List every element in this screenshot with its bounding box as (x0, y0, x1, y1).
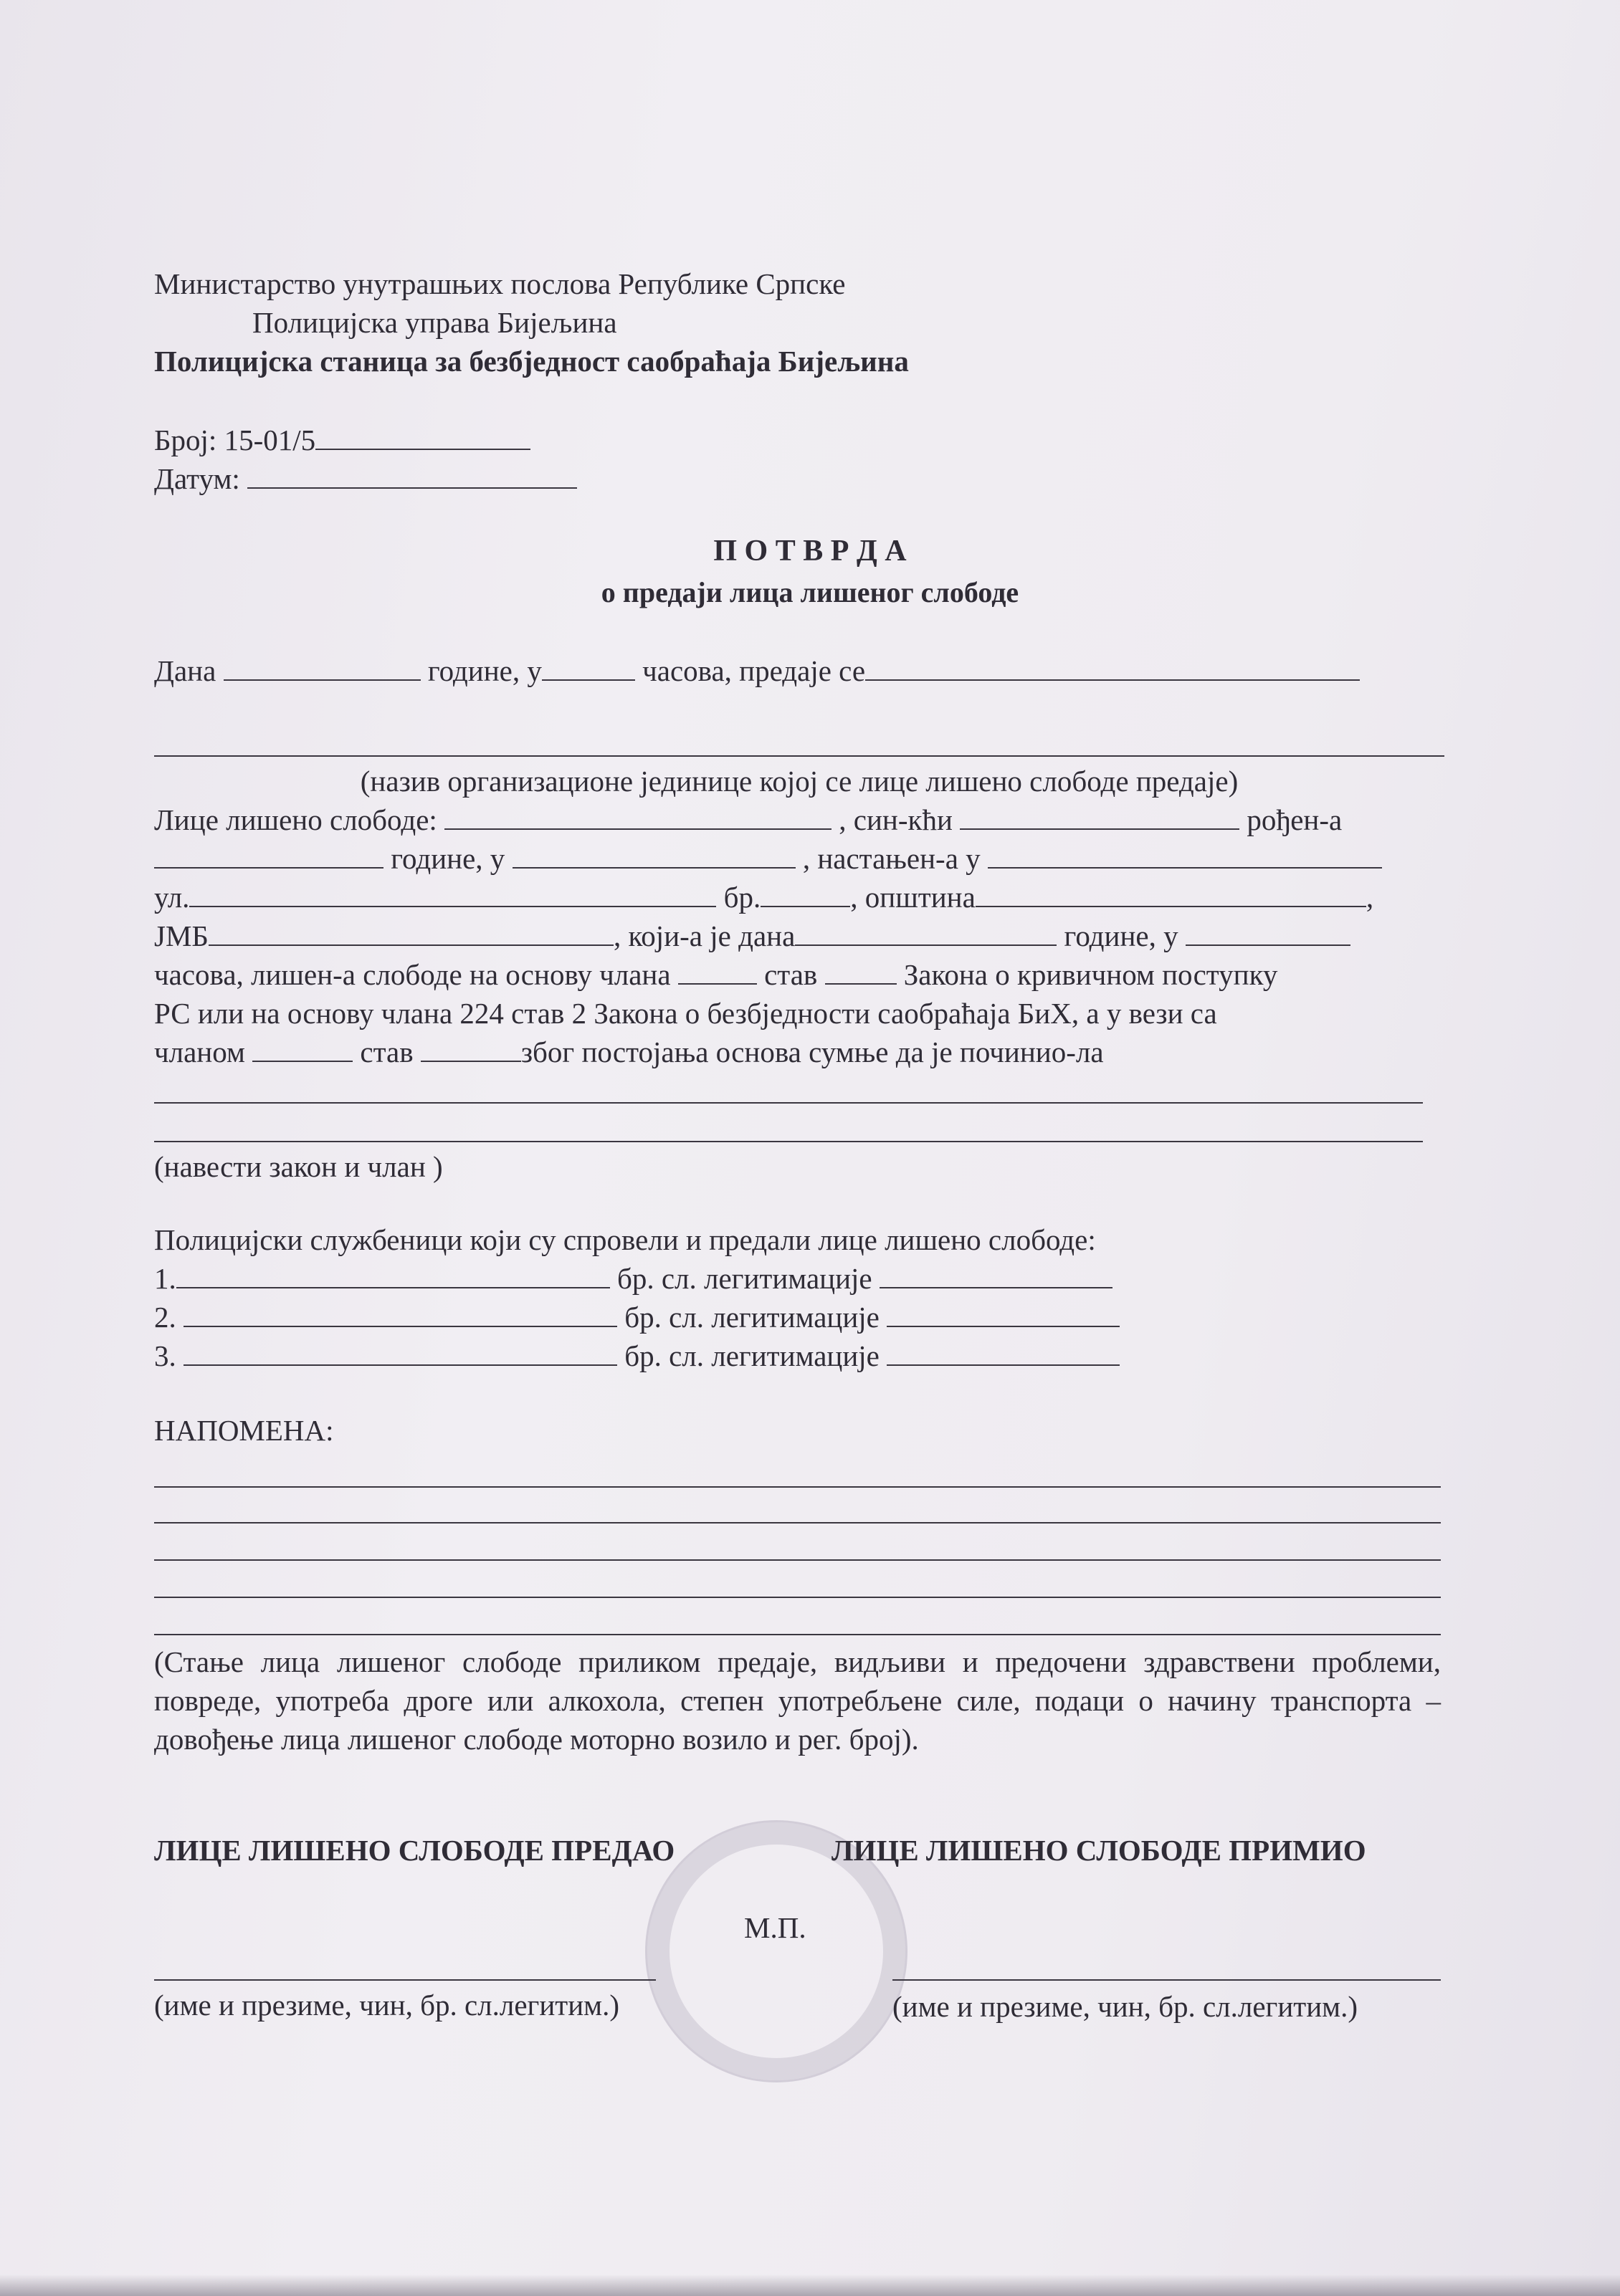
nastanjen-label: , настањен-а у (802, 842, 981, 875)
handed-over-signature-line[interactable] (154, 1979, 656, 1981)
note-heading: НАПОМЕНА: (154, 1414, 334, 1447)
rodjen-label: рођен-а (1247, 803, 1343, 836)
ministry-name: Министарство унутрашњих послова Републике Српске (154, 267, 846, 300)
officer-id-2[interactable] (887, 1301, 1120, 1327)
zbog-label: због постојања основа сумње да је починио-ла (520, 1035, 1104, 1068)
officer-id-label-3: бр. сл. легитимације (624, 1339, 880, 1372)
received-caption: (име и презиме, чин, бр. сл.легитим.) (892, 1990, 1358, 2023)
broj-row (154, 421, 530, 459)
comma: , (1366, 881, 1374, 914)
article-field[interactable] (678, 959, 757, 985)
municipality-field[interactable] (976, 881, 1366, 907)
receipt-row (154, 652, 1360, 689)
ul-label: ул. (154, 881, 190, 914)
note-caption: (Стање лица лишеног слободе приликом предаје, видљиви и предочени здравствени проблеми, повреде, употреба дроге или алкохола, степен употребљене силе, подаци о начину транспорта – довођење лица лишеног слободе моторно возило и рег. број). (154, 1645, 1441, 1756)
person-label: Лице лишено слободе: (154, 803, 437, 836)
officer-row-3 (154, 1337, 1120, 1374)
police-administration: Полицијска управа Бијељина (252, 306, 617, 339)
clanom-label: чланом (154, 1035, 245, 1068)
law-caption: (навести закон и члан ) (154, 1150, 443, 1183)
officers-heading: Полицијски службеници који су спровели и предали лице лишено слободе: (154, 1223, 1096, 1256)
koji-label: , који-а је дана (613, 919, 796, 952)
offense-line-1[interactable] (154, 1102, 1423, 1104)
sin-label: , син-кћи (839, 803, 953, 836)
officer-num-2: 2. (154, 1301, 176, 1334)
paragraph-field[interactable] (825, 959, 897, 985)
police-station: Полицијска станица за безбједност саобраћаја Бијељина (154, 345, 909, 378)
chasova-label: часова, предаје се (642, 654, 866, 687)
chasova-legal-label: часова, лишен-а слободе на основу члана (154, 958, 671, 991)
note-line-4[interactable] (154, 1597, 1441, 1598)
offense-article-field[interactable] (252, 1036, 353, 1062)
offense-paragraph-field[interactable] (421, 1036, 521, 1062)
time-field[interactable] (542, 655, 635, 681)
opstina-label: , општина (850, 881, 976, 914)
unit-field-line2[interactable] (154, 755, 1444, 757)
datum-row (154, 460, 577, 497)
date-field[interactable] (224, 655, 421, 681)
note-line-5[interactable] (154, 1634, 1441, 1635)
offense-line-2[interactable] (154, 1141, 1423, 1142)
stav-label: став (764, 958, 818, 991)
datum-field[interactable] (247, 463, 577, 489)
address-row (154, 879, 1373, 916)
jmb-label: ЈМБ (154, 919, 209, 952)
received-signature-line[interactable] (892, 1979, 1441, 1981)
officer-num-1: 1. (154, 1262, 176, 1295)
officer-row-1 (154, 1260, 1112, 1297)
jmb-field[interactable] (209, 920, 614, 946)
birth-place-field[interactable] (513, 843, 796, 869)
officer-id-label-1: бр. сл. легитимације (617, 1262, 872, 1295)
zakona-label: Закона о кривичном поступку (903, 958, 1278, 991)
officer-name-1[interactable] (176, 1263, 610, 1288)
legal-basis-text: РС или на основу члана 224 став 2 Закона о безбједности саобраћаја БиХ, а у вези са (154, 997, 1217, 1030)
legal-basis-row (154, 956, 1277, 993)
document-subtitle: о предаји лица лишеног слободе (601, 576, 1019, 608)
datum-label: Датум: (154, 462, 240, 495)
arrest-time-field[interactable] (1186, 920, 1350, 946)
arrest-godine-label: године, у (1064, 919, 1178, 952)
officer-num-3: 3. (154, 1339, 176, 1372)
officer-id-1[interactable] (880, 1263, 1112, 1288)
page-edge-shadow (0, 2275, 1620, 2296)
offense-stav-label: став (360, 1035, 414, 1068)
dana-label: Дана (154, 654, 216, 687)
broj-field[interactable] (315, 424, 530, 450)
birth-row (154, 840, 1382, 877)
officer-row-2 (154, 1298, 1120, 1336)
offense-row (154, 1033, 1104, 1071)
officer-name-2[interactable] (184, 1301, 617, 1327)
received-title: ЛИЦЕ ЛИШЕНО СЛОБОДЕ ПРИМИО (832, 1834, 1366, 1867)
street-field[interactable] (189, 881, 716, 907)
arrest-date-field[interactable] (795, 920, 1057, 946)
unit-field[interactable] (865, 655, 1360, 681)
person-row (154, 801, 1342, 838)
note-line-2[interactable] (154, 1522, 1441, 1524)
handed-over-title: ЛИЦЕ ЛИШЕНО СЛОБОДЕ ПРЕДАО (154, 1834, 675, 1867)
birth-godine-label: године, у (391, 842, 505, 875)
officer-id-3[interactable] (887, 1340, 1120, 1366)
officer-name-3[interactable] (184, 1340, 617, 1366)
document-title: П О Т В Р Д А (713, 535, 907, 568)
birth-date-field[interactable] (154, 843, 383, 869)
handed-over-caption: (име и презиме, чин, бр. сл.легитим.) (154, 1989, 619, 2022)
parent-field[interactable] (960, 804, 1239, 830)
br-label: бр. (723, 881, 761, 914)
unit-caption: (назив организационе јединице којој се лице лишено слободе предаје) (360, 765, 1239, 798)
house-number-field[interactable] (761, 881, 850, 907)
seal-label: М.П. (744, 1911, 806, 1944)
jmb-row (154, 917, 1350, 955)
residence-field[interactable] (988, 843, 1382, 869)
officer-id-label-2: бр. сл. легитимације (624, 1301, 880, 1334)
person-name-field[interactable] (444, 804, 832, 830)
godine-label: године, у (427, 654, 542, 687)
note-line-3[interactable] (154, 1559, 1441, 1561)
broj-label: Број: 15-01/5 (154, 424, 316, 456)
note-line-1[interactable] (154, 1486, 1441, 1488)
